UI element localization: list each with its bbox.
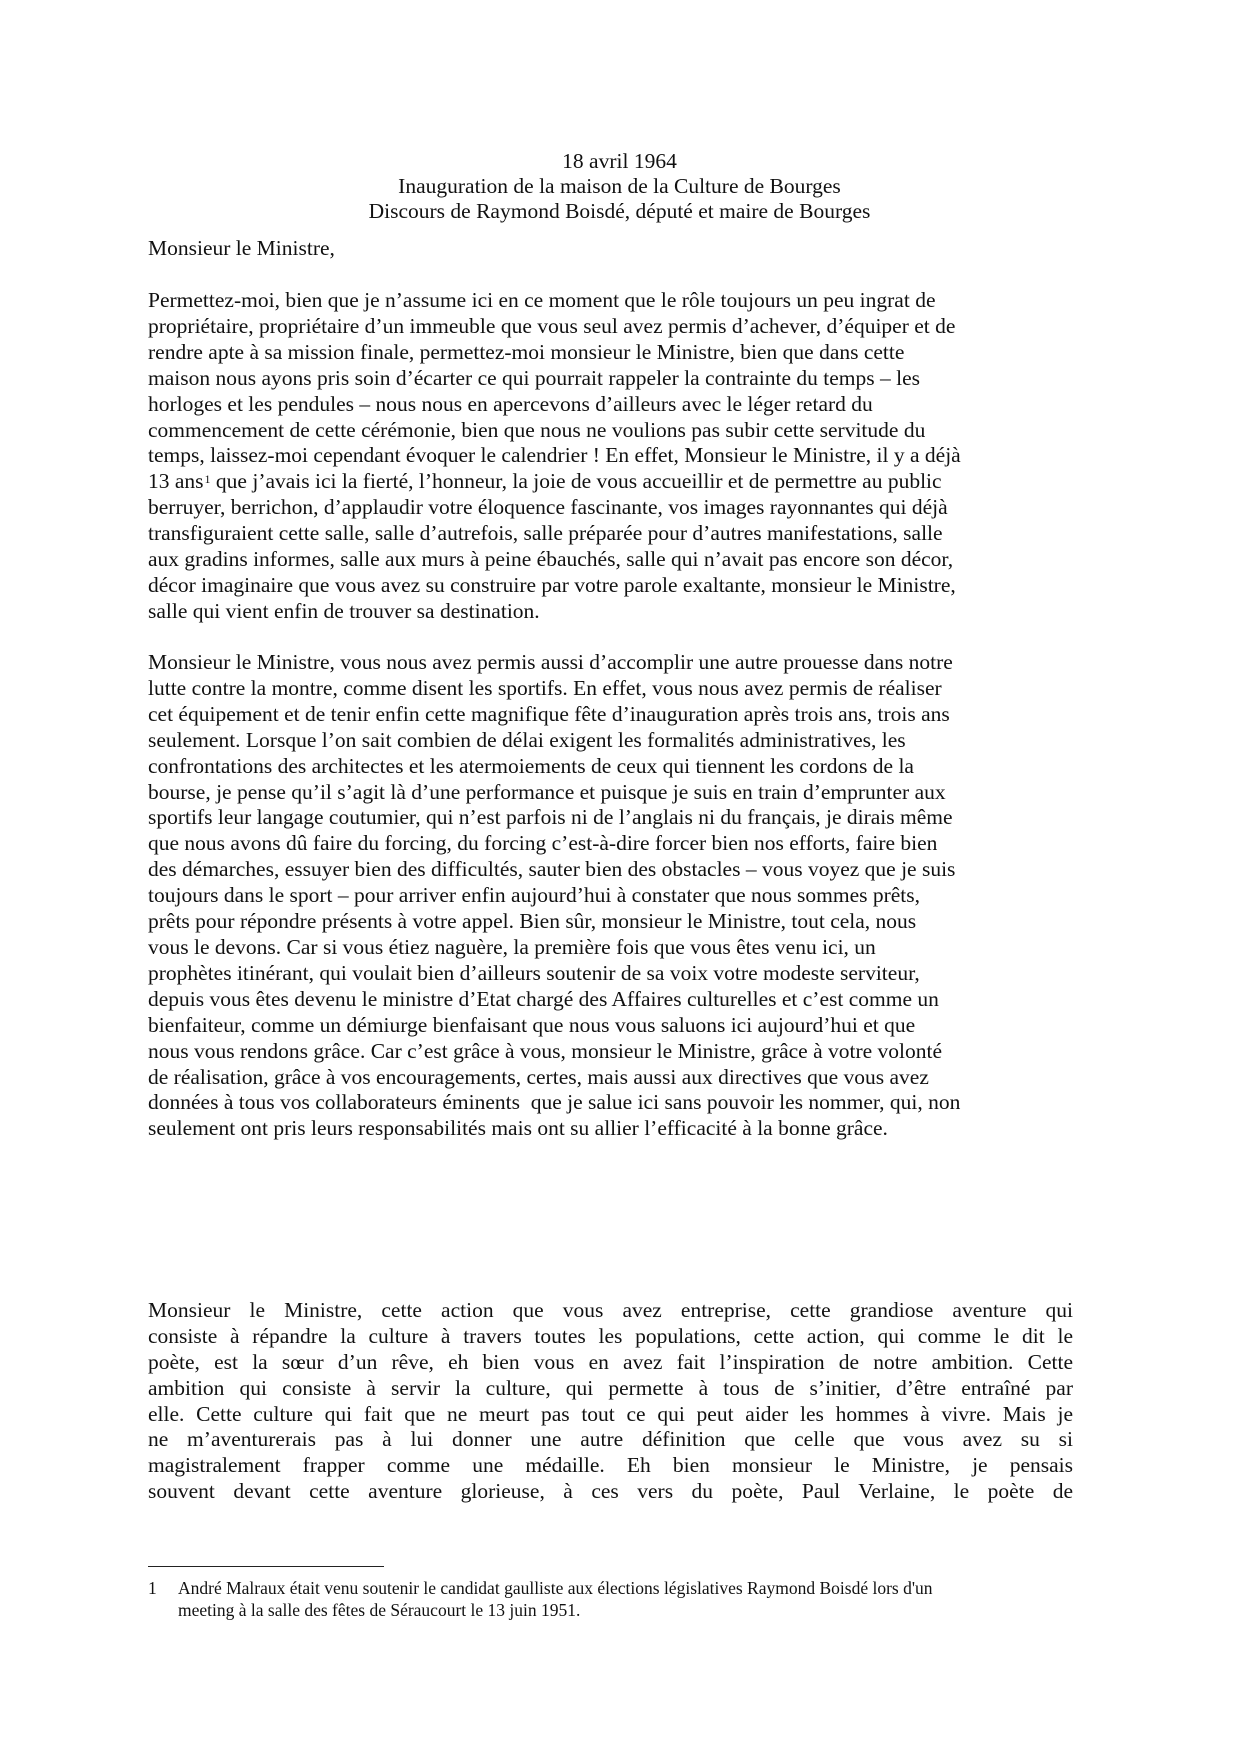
paragraph-line: de réalisation, grâce à vos encouragements, certes, mais aussi aux directives que vous avez — [148, 1064, 929, 1089]
paragraph-line: prophètes itinérant, qui voulait bien d’ailleurs soutenir de sa voix votre modeste serviteur, — [148, 960, 920, 985]
salutation-text: Monsieur le Ministre, — [148, 236, 335, 260]
footnote-number: 1 — [148, 1578, 157, 1598]
footnote-body — [178, 1578, 1078, 1621]
paragraph-line: rendre apte à sa mission finale, permettez-moi monsieur le Ministre, bien que dans cette — [148, 339, 905, 364]
speech-subtitle: Discours de Raymond Boisdé, député et maire de Bourges — [368, 199, 871, 223]
paragraph-line: poète, est la sœur d’un rêve, eh bien vous en avez fait l’inspiration de notre ambition. Cette — [148, 1349, 1073, 1374]
paragraph-line: données à tous vos collaborateurs éminents que je salue ici sans pouvoir les nommer, qui, non — [148, 1090, 961, 1115]
paragraph-line: seulement ont pris leurs responsabilités mais ont su allier l’efficacité à la bonne grâce. — [148, 1116, 888, 1141]
paragraph-line: décor imaginaire que vous avez su construire par votre parole exaltante, monsieur le Ministre, — [148, 572, 956, 597]
paragraph-line: souvent devant cette aventure glorieuse, à ces vers du poète, Paul Verlaine, le poète de — [148, 1479, 1073, 1504]
footnote-line: André Malraux était venu soutenir le candidat gaulliste aux élections législatives Raymond Boisdé lors d'un — [178, 1578, 933, 1598]
paragraph-line: Monsieur le Ministre, cette action que vous avez entreprise, cette grandiose aventure qui — [148, 1298, 1073, 1322]
salutation — [148, 236, 1073, 262]
paragraph-line: berruyer, berrichon, d’applaudir votre éloquence fascinante, vos images rayonnantes qui déjà — [148, 495, 948, 520]
paragraph-line: propriétaire, propriétaire d’un immeuble que vous seul avez permis d’achever, d’équiper et de — [148, 313, 956, 338]
paragraph-line: commencement de cette cérémonie, bien que nous ne voulions pas subir cette servitude du — [148, 417, 926, 442]
paragraph-line: seulement. Lorsque l’on sait combien de délai exigent les formalités administratives, les — [148, 727, 906, 752]
paragraph-line: nous vous rendons grâce. Car c’est grâce à vous, monsieur le Ministre, grâce à votre volonté — [148, 1038, 943, 1063]
paragraph-line: magistralement frapper comme une médaille. Eh bien monsieur le Ministre, je pensais — [148, 1453, 1073, 1478]
paragraph-line: lutte contre la montre, comme disent les sportifs. En effet, vous nous avez permis de réaliser — [148, 675, 942, 700]
paragraph-line: transfiguraient cette salle, salle d’autrefois, salle préparée pour d’autres manifestations, salle — [148, 521, 943, 546]
paragraph-1 — [148, 288, 1073, 625]
paragraph-line: toujours dans le sport – pour arriver enfin aujourd’hui à constater que nous sommes prêts, — [148, 883, 921, 908]
paragraph-line: aux gradins informes, salle aux murs à peine ébauchés, salle qui n’avait pas encore son décor, — [148, 547, 954, 572]
paragraph-line: Permettez-moi, bien que je n’assume ici en ce moment que le rôle toujours un peu ingrat de — [148, 288, 936, 312]
paragraph-line: des démarches, essuyer bien des difficultés, sauter bien des obstacles – vous voyez que je suis — [148, 857, 956, 882]
paragraph-line: cet équipement et de tenir enfin cette magnifique fête d’inauguration après trois ans, trois ans — [148, 701, 950, 726]
paragraph-line: elle. Cette culture qui fait que ne meurt pas tout ce qui peut aider les hommes à vivre. Mais je — [148, 1401, 1073, 1426]
footnote-line-before: 13 ans — [148, 469, 204, 494]
footnote-line-after: que j’avais ici la fierté, l’honneur, la joie de vous accueillir et de permettre au public — [210, 469, 942, 494]
paragraph-line: sportifs leur langage coutumier, qui n’est parfois ni de l’anglais ni du français, je dirais même — [148, 805, 953, 830]
footnote-1 — [148, 1578, 1078, 1621]
paragraph-2 — [148, 650, 1073, 1142]
paragraph-line: horloges et les pendules – nous nous en apercevons d’ailleurs avec le léger retard du — [148, 391, 873, 416]
paragraph-3 — [148, 1298, 1073, 1505]
paragraph-line: Monsieur le Ministre, vous nous avez permis aussi d’accomplir une autre prouesse dans notre — [148, 650, 953, 674]
speech-title: Inauguration de la maison de la Culture de Bourges — [398, 174, 841, 198]
paragraph-line: bourse, je pense qu’il s’agit là d’une performance et puisque je suis en train d’emprunter aux — [148, 779, 946, 804]
paragraph-line-with-footnote — [148, 469, 1073, 495]
paragraph-line: ne m’aventurerais pas à lui donner une autre définition que celle que vous avez su si — [148, 1427, 1073, 1452]
paragraph-line: temps, laissez-moi cependant évoquer le calendrier ! En effet, Monsieur le Ministre, il y a déjà — [148, 443, 961, 468]
paragraph-line: ambition qui consiste à servir la culture, qui permette à tous de s’initier, d’être entraîné par — [148, 1375, 1073, 1400]
paragraph-line: consiste à répandre la culture à travers toutes les populations, cette action, qui comme le dit le — [148, 1323, 1073, 1348]
document-header — [0, 149, 1239, 224]
paragraph-line: confrontations des architectes et les atermoiements de ceux qui tiennent les cordons de la — [148, 753, 914, 778]
paragraph-line: vous le devons. Car si vous étiez naguère, la première fois que vous êtes venu ici, un — [148, 934, 876, 959]
paragraph-line: salle qui vient enfin de trouver sa destination. — [148, 598, 540, 623]
paragraph-line: bienfaiteur, comme un démiurge bienfaisant que nous vous saluons ici aujourd’hui et que — [148, 1012, 916, 1037]
paragraph-line: maison nous ayons pris soin d’écarter ce qui pourrait rappeler la contrainte du temps – les — [148, 365, 920, 390]
paragraph-line: depuis vous êtes devenu le ministre d’Etat chargé des Affaires culturelles et c’est comme un — [148, 986, 939, 1011]
footnote-separator — [148, 1566, 384, 1567]
speech-date: 18 avril 1964 — [562, 149, 677, 173]
paragraph-line: que nous avons dû faire du forcing, du forcing c’est-à-dire forcer bien nos efforts, faire bien — [148, 831, 938, 856]
paragraph-line: prêts pour répondre présents à votre appel. Bien sûr, monsieur le Ministre, tout cela, nous — [148, 909, 917, 934]
footnote-reference[interactable]: 1 — [204, 472, 211, 487]
footnote-line: meeting à la salle des fêtes de Séraucourt le 13 juin 1951. — [178, 1599, 581, 1620]
